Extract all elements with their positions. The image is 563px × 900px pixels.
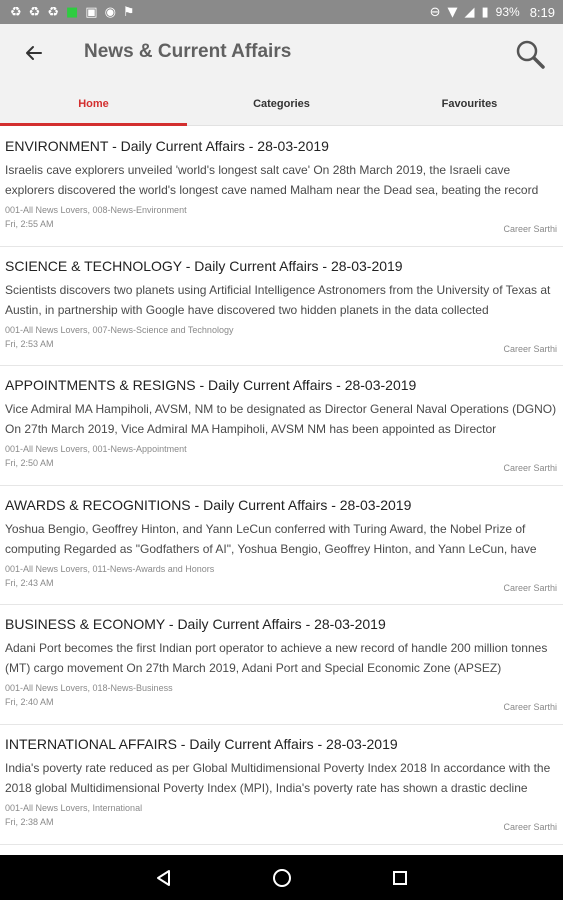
news-description: Vice Admiral MA Hampiholi, AVSM, NM to be designated as Director General Naval Operations (DGNO) On 27th March 2019, Vice Admiral MA Hampiholi, AVSM NM has been appointed as Director — [5, 402, 557, 437]
news-item[interactable] — [0, 127, 563, 247]
news-categories: 001-All News Lovers, 001-News-Appointment — [5, 444, 187, 455]
media-icon: ◉ — [104, 4, 116, 20]
image-icon: ▣ — [85, 4, 98, 20]
signal-icon: ◢ — [464, 4, 475, 20]
news-title: APPOINTMENTS & RESIGNS - Daily Current Affairs - 28-03-2019 — [5, 377, 417, 394]
dnd-icon: ⊖ — [429, 4, 441, 20]
status-left-icons — [10, 6, 135, 19]
app-green-icon: ■ — [65, 4, 79, 20]
search-button[interactable] — [510, 34, 550, 74]
news-source: Career Sarthi — [503, 821, 557, 832]
active-tab-indicator — [0, 123, 187, 126]
news-timestamp: Fri, 2:55 AM — [5, 219, 54, 229]
battery-icon: ▮ — [481, 4, 489, 20]
news-timestamp: Fri, 2:40 AM — [5, 697, 54, 708]
news-source: Career Sarthi — [503, 582, 557, 593]
tab-categories[interactable]: Categories — [253, 98, 310, 110]
news-source: Career Sarthi — [503, 702, 557, 713]
news-item[interactable] — [0, 605, 563, 725]
news-title: AWARDS & RECOGNITIONS - Daily Current Affairs - 28-03-2019 — [5, 496, 412, 513]
news-source: Career Sarthi — [503, 463, 557, 474]
news-timestamp: Fri, 2:43 AM — [5, 577, 54, 588]
news-categories: 001-All News Lovers, 018-News-Business — [5, 683, 173, 694]
tab-bar — [0, 82, 563, 126]
news-item[interactable] — [0, 486, 563, 606]
news-source: Career Sarthi — [503, 343, 557, 354]
news-title: ENVIRONMENT - Daily Current Affairs - 28-03-2019 — [5, 138, 329, 154]
news-item[interactable] — [0, 725, 563, 845]
news-item[interactable] — [0, 366, 563, 486]
recycle-icon: ♻ — [10, 4, 22, 20]
news-timestamp: Fri, 2:50 AM — [5, 458, 54, 469]
status-time: 8:19 — [529, 4, 555, 20]
status-right-icons — [430, 5, 555, 20]
recycle-icon: ♻ — [47, 4, 59, 20]
news-categories: 001-All News Lovers, 008-News-Environment — [5, 205, 187, 215]
nav-back-button[interactable] — [144, 863, 184, 893]
back-triangle-icon — [154, 868, 174, 888]
news-item[interactable] — [0, 247, 563, 367]
search-icon — [514, 38, 546, 70]
news-description: Israelis cave explorers unveiled 'world's longest salt cave' On 28th March 2019, the Israeli cave explorers discovered the world's longest cave named Malham near the Dead sea, beating the record — [5, 163, 539, 197]
news-title: BUSINESS & ECONOMY - Daily Current Affairs - 28-03-2019 — [5, 616, 386, 633]
news-description: Scientists discovers two planets using Artificial Intelligence Astronomers from the University of Texas at Austin, in partnership with Google have discovered two hidden planets in the data collected — [5, 282, 551, 317]
news-description: India's poverty rate reduced as per Global Multidimensional Poverty Index 2018 In accordance with the 2018 global Multidimensional Poverty Index (MPI), India's poverty rate has shown a drastic decline — [5, 760, 551, 795]
news-timestamp: Fri, 2:38 AM — [5, 816, 54, 827]
news-title: SCIENCE & TECHNOLOGY - Daily Current Affairs - 28-03-2019 — [5, 257, 403, 274]
app-bar — [0, 24, 563, 82]
recents-square-icon — [390, 868, 410, 888]
news-description: Adani Port becomes the first Indian port operator to achieve a new record of handle 200 million tonnes (MT) cargo movement On 27th March 2019, Adani Port and Special Economic Zone (APSEZ) — [5, 641, 548, 676]
news-categories: 001-All News Lovers, International — [5, 802, 143, 813]
wifi-icon: ▼ — [447, 4, 458, 20]
battery-percent: 93% — [495, 5, 520, 19]
news-categories: 001-All News Lovers, 007-News-Science and Technology — [5, 324, 234, 335]
news-list[interactable] — [0, 127, 563, 855]
page-title: News & Current Affairs — [84, 41, 292, 62]
arrow-back-icon — [24, 43, 44, 63]
news-source: Career Sarthi — [503, 224, 557, 234]
tab-favourites[interactable]: Favourites — [441, 98, 498, 110]
news-timestamp: Fri, 2:53 AM — [5, 338, 54, 349]
nav-home-button[interactable] — [262, 863, 302, 893]
news-title: INTERNATIONAL AFFAIRS - Daily Current Affairs - 28-03-2019 — [5, 735, 398, 752]
tab-home[interactable]: Home — [78, 98, 109, 110]
home-circle-icon — [271, 867, 293, 889]
status-bar — [0, 0, 563, 24]
news-description: Yoshua Bengio, Geoffrey Hinton, and Yann LeCun conferred with Turing Award, the Nobel Prize of computing Regarded as "Godfathers of AI", Yoshua Bengio, Geoffrey Hinton, and Yann LeCun, have — [5, 521, 537, 556]
back-button[interactable] — [18, 38, 50, 68]
flag-icon: ⚑ — [122, 4, 135, 20]
system-nav-bar — [0, 855, 563, 900]
nav-recents-button[interactable] — [380, 863, 420, 893]
news-categories: 001-All News Lovers, 011-News-Awards and Honors — [5, 563, 215, 574]
recycle-icon: ♻ — [28, 4, 41, 20]
